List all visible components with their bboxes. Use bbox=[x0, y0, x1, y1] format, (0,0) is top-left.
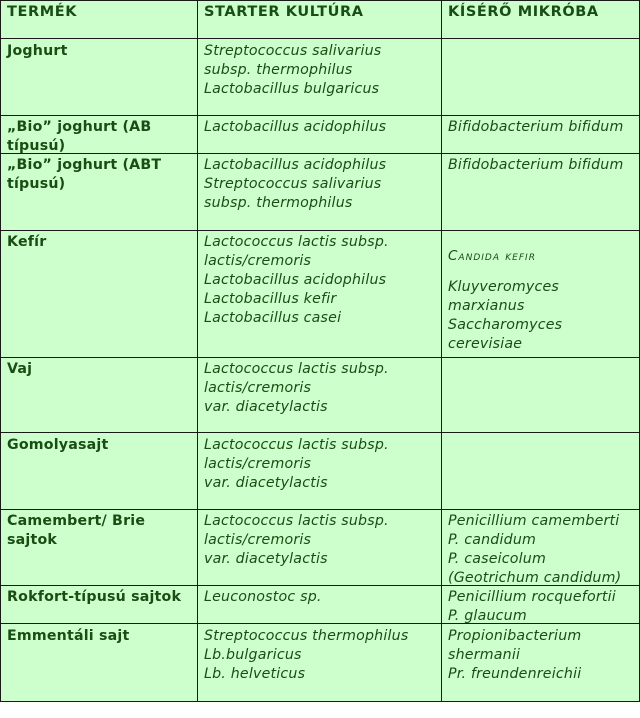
header-starter-kultura: STARTER KULTÚRA bbox=[204, 4, 364, 20]
starter-cell: Lactobacillus acidophilus Streptococcus salivarius subsp. thermophilus bbox=[204, 157, 387, 211]
row-divider bbox=[1, 357, 639, 358]
header-kisero-mikroba: KÍSÉRŐ MIKRÓBA bbox=[448, 4, 599, 20]
row-divider bbox=[1, 115, 639, 116]
starter-cell: Streptococcus salivarius subsp. thermophilus Lactobacillus bulgaricus bbox=[204, 43, 382, 97]
companion-cell: Bifidobacterium bifidum bbox=[448, 119, 624, 135]
row-divider bbox=[1, 509, 639, 510]
product-cell: Kefír bbox=[7, 234, 47, 250]
product-cell: „Bio” joghurt (ABT típusú) bbox=[7, 157, 162, 192]
product-cell: Joghurt bbox=[7, 43, 68, 59]
companion-cell: Propionibacterium shermanii Pr. freundenreichii bbox=[448, 628, 582, 682]
starter-cell: Leuconostoc sp. bbox=[204, 589, 322, 605]
companion-cell: Penicillium camemberti P. candidum P. caseicolum (Geotrichum candidum) bbox=[448, 513, 622, 586]
starter-cell: Lactococcus lactis subsp. lactis/cremoris var. diacetylactis bbox=[204, 437, 389, 491]
starter-cell: Lactococcus lactis subsp. lactis/cremoris var. diacetylactis bbox=[204, 513, 389, 567]
column-divider bbox=[441, 1, 442, 701]
row-divider bbox=[1, 230, 639, 231]
header-termek: TERMÉK bbox=[7, 4, 78, 20]
companion-cell: Candida kefir Kluyveromyces marxianus Saccharomyces cerevisiae bbox=[448, 248, 563, 352]
starter-cell: Lactococcus lactis subsp. lactis/cremoris Lactobacillus acidophilus Lactobacillus kefir Lactobacillus casei bbox=[204, 234, 389, 326]
companion-cell: Penicillium rocquefortii P. glaucum bbox=[448, 589, 616, 624]
product-cell: „Bio” joghurt (AB típusú) bbox=[7, 119, 152, 154]
product-cell: Emmentáli sajt bbox=[7, 628, 130, 644]
starter-cell: Streptococcus thermophilus Lb.bulgaricus Lb. helveticus bbox=[204, 628, 409, 682]
product-cell: Gomolyasajt bbox=[7, 437, 109, 453]
column-divider bbox=[197, 1, 198, 701]
product-cell: Camembert/ Brie sajtok bbox=[7, 513, 146, 548]
row-divider bbox=[1, 38, 639, 39]
starter-cell: Lactococcus lactis subsp. lactis/cremoris var. diacetylactis bbox=[204, 361, 389, 415]
row-divider bbox=[1, 432, 639, 433]
companion-cell: Bifidobacterium bifidum bbox=[448, 157, 624, 173]
starter-cell: Lactobacillus acidophilus bbox=[204, 119, 387, 135]
product-cell: Vaj bbox=[7, 361, 33, 377]
product-cell: Rokfort-típusú sajtok bbox=[7, 589, 182, 605]
